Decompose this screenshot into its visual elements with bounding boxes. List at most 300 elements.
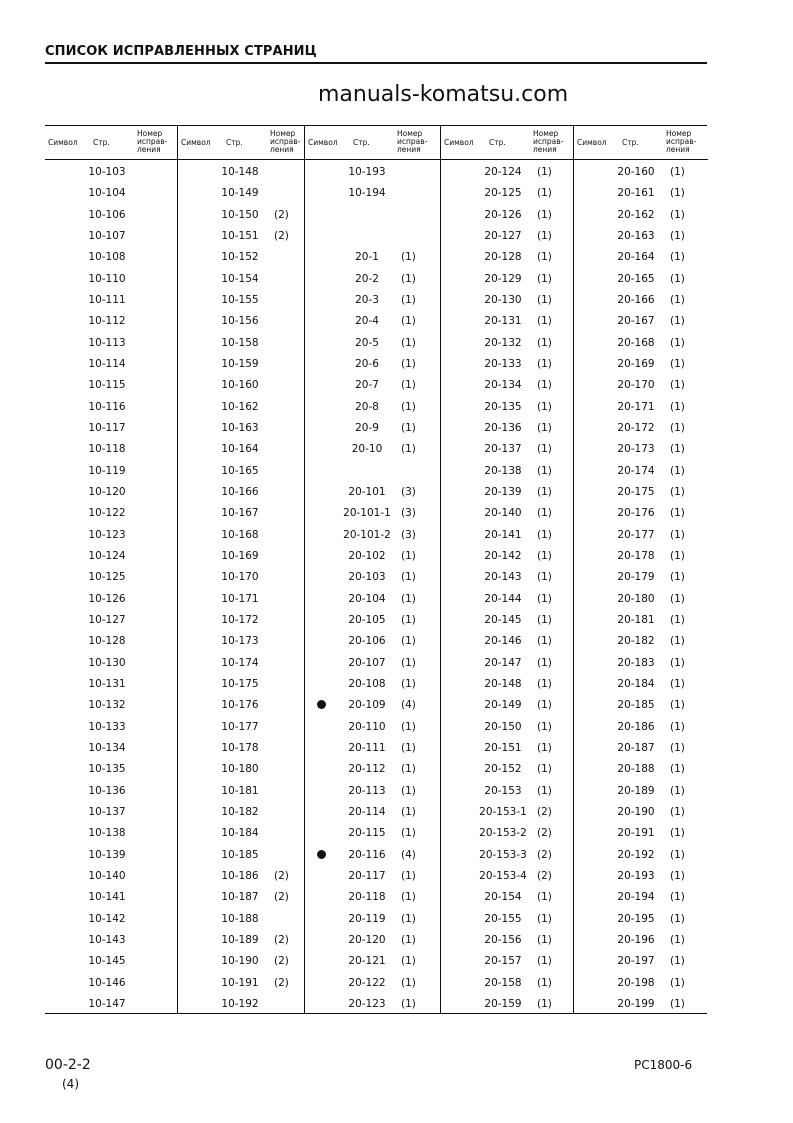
revision-cell: (1) (670, 976, 685, 989)
revision-cell: (1) (537, 336, 552, 349)
page-cell: 10-128 (88, 635, 126, 648)
table-row (305, 227, 441, 248)
table-row (441, 248, 574, 269)
page-cell: 20-121 (348, 955, 386, 968)
revision-cell: (1) (401, 251, 416, 264)
table-row (441, 462, 574, 483)
page-cell: 20-1 (355, 251, 379, 264)
table-row (305, 824, 441, 845)
table-row (178, 675, 305, 696)
revision-cell: (1) (670, 933, 685, 946)
page-cell: 10-126 (88, 592, 126, 605)
table-row (574, 696, 708, 717)
revision-cell: (1) (670, 997, 685, 1010)
revision-cell: (1) (670, 357, 685, 370)
page-cell: 20-159 (484, 997, 522, 1010)
revision-cell: (1) (401, 635, 416, 648)
page-cell: 20-193 (617, 869, 655, 882)
revision-cell: (1) (401, 293, 416, 306)
table-row (305, 888, 441, 909)
page-cell: 10-190 (221, 955, 259, 968)
revision-cell: (1) (537, 635, 552, 648)
page-cell: 10-104 (88, 187, 126, 200)
table-row (305, 654, 441, 675)
revision-cell: (1) (401, 933, 416, 946)
table-header (178, 126, 305, 160)
table-row (45, 163, 177, 184)
page-cell: 10-114 (88, 357, 126, 370)
revision-cell: (1) (537, 741, 552, 754)
page-cell: 20-10 (351, 443, 383, 456)
footer-page-number: 00-2-2 (45, 1057, 91, 1073)
page-cell: 20-133 (484, 357, 522, 370)
page-cell: 20-141 (484, 528, 522, 541)
table-row (305, 803, 441, 824)
revision-cell: (1) (537, 997, 552, 1010)
title-divider (45, 62, 707, 64)
page-cell: 20-153 (484, 784, 522, 797)
page-cell: 10-115 (88, 379, 126, 392)
table-row (45, 632, 177, 653)
page-cell: 20-111 (348, 741, 386, 754)
table-row (305, 483, 441, 504)
page-cell: 20-173 (617, 443, 655, 456)
revision-cell: (1) (537, 272, 552, 285)
table-row (574, 483, 708, 504)
table-row (305, 398, 441, 419)
table-row (178, 568, 305, 589)
revision-cell: (1) (537, 528, 552, 541)
revision-cell: (2) (274, 869, 289, 882)
page-cell: 10-130 (88, 656, 126, 669)
table-row (305, 760, 441, 781)
table-row (45, 846, 177, 867)
table-row (305, 462, 441, 483)
page-cell: 20-128 (484, 251, 522, 264)
table-row (441, 782, 574, 803)
table-row (178, 718, 305, 739)
table-row (441, 760, 574, 781)
page-cell: 20-198 (617, 976, 655, 989)
page-cell: 20-116 (348, 848, 386, 861)
page-cell: 10-160 (221, 379, 259, 392)
table-row (45, 611, 177, 632)
revision-cell: (2) (537, 827, 552, 840)
table-row (178, 803, 305, 824)
revision-cell: (1) (670, 315, 685, 328)
page-cell: 10-181 (221, 784, 259, 797)
table-row (45, 440, 177, 461)
revision-cell: (1) (401, 955, 416, 968)
revision-cell: (1) (670, 464, 685, 477)
revision-cell: (1) (537, 208, 552, 221)
table-row (45, 248, 177, 269)
table-row (441, 334, 574, 355)
page-cell: 20-195 (617, 912, 655, 925)
table-row (178, 632, 305, 653)
page-cell: 20-190 (617, 805, 655, 818)
revision-cell: (1) (537, 507, 552, 520)
table-row (441, 398, 574, 419)
page-cell: 10-116 (88, 400, 126, 413)
page-cell: 10-159 (221, 357, 259, 370)
table-row (178, 291, 305, 312)
table-row (574, 974, 708, 995)
page-cell: 20-155 (484, 912, 522, 925)
table-row (305, 419, 441, 440)
table-row (45, 931, 177, 952)
page-cell: 10-173 (221, 635, 259, 648)
page-cell: 10-169 (221, 549, 259, 562)
revision-cell: (1) (401, 827, 416, 840)
page-cell: 10-186 (221, 869, 259, 882)
table-row (178, 440, 305, 461)
revision-cell: (1) (537, 933, 552, 946)
page-cell: 20-142 (484, 549, 522, 562)
table-row (178, 846, 305, 867)
table-row (178, 739, 305, 760)
page-cell: 10-162 (221, 400, 259, 413)
page-cell: 10-187 (221, 891, 259, 904)
page-cell: 20-112 (348, 763, 386, 776)
table-row (45, 675, 177, 696)
table-row (574, 334, 708, 355)
revision-cell: (1) (401, 891, 416, 904)
page-cell: 20-5 (355, 336, 379, 349)
revision-cell: (3) (401, 485, 416, 498)
header-symbol: Символ (48, 138, 78, 147)
table-row (45, 888, 177, 909)
page-cell: 10-135 (88, 763, 126, 776)
revised-pages-table (45, 125, 707, 1014)
table-row (441, 568, 574, 589)
page-title: СПИСОК ИСПРАВЛЕННЫХ СТРАНИЦ (45, 44, 317, 59)
table-row (305, 718, 441, 739)
table-row (441, 654, 574, 675)
table-row (441, 803, 574, 824)
table-row (178, 376, 305, 397)
page-cell: 20-197 (617, 955, 655, 968)
page-cell: 10-111 (88, 293, 126, 306)
table-row (45, 547, 177, 568)
page-cell: 20-4 (355, 315, 379, 328)
revision-cell: (2) (537, 848, 552, 861)
table-row (305, 867, 441, 888)
table-row (574, 760, 708, 781)
revision-cell: (1) (401, 805, 416, 818)
header-symbol: Символ (577, 138, 607, 147)
page-cell: 20-115 (348, 827, 386, 840)
page-cell: 10-156 (221, 315, 259, 328)
header-revision: Номер исправ-ления (270, 129, 301, 154)
page-cell: 10-180 (221, 763, 259, 776)
revision-cell: (1) (670, 848, 685, 861)
table-row (574, 248, 708, 269)
page-cell: 20-179 (617, 571, 655, 584)
table-row (441, 590, 574, 611)
page-cell: 20-199 (617, 997, 655, 1010)
table-row (441, 355, 574, 376)
page-cell: 20-152 (484, 763, 522, 776)
table-row (574, 867, 708, 888)
page-cell: 10-132 (88, 699, 126, 712)
revision-cell: (1) (537, 656, 552, 669)
revision-cell: (2) (274, 891, 289, 904)
table-row (305, 995, 441, 1016)
page-cell: 20-172 (617, 421, 655, 434)
footer-revision: (4) (62, 1077, 79, 1091)
revision-cell: (1) (670, 485, 685, 498)
page-cell: 10-106 (88, 208, 126, 221)
page-cell: 20-129 (484, 272, 522, 285)
revision-cell: (1) (537, 891, 552, 904)
revision-cell: (1) (401, 400, 416, 413)
page-cell: 10-182 (221, 805, 259, 818)
revision-cell: (1) (670, 677, 685, 690)
table-row (441, 974, 574, 995)
page-cell: 20-166 (617, 293, 655, 306)
table-row (45, 824, 177, 845)
page-cell: 20-105 (348, 613, 386, 626)
page-cell: 10-112 (88, 315, 126, 328)
revision-cell: (1) (537, 955, 552, 968)
table-row (441, 227, 574, 248)
page-cell: 10-152 (221, 251, 259, 264)
table-row (178, 590, 305, 611)
page-cell: 20-6 (355, 357, 379, 370)
revision-cell: (1) (537, 592, 552, 605)
revision-cell: (2) (274, 208, 289, 221)
page-cell: 10-145 (88, 955, 126, 968)
table-row (574, 376, 708, 397)
revision-cell: (1) (670, 229, 685, 242)
revision-cell: (1) (670, 613, 685, 626)
page-cell: 10-118 (88, 443, 126, 456)
table-row (574, 206, 708, 227)
table-row (305, 931, 441, 952)
table-row (305, 846, 441, 867)
table-row (574, 590, 708, 611)
revision-cell: (1) (537, 677, 552, 690)
page-cell: 10-175 (221, 677, 259, 690)
page-cell: 10-143 (88, 933, 126, 946)
page-cell: 20-114 (348, 805, 386, 818)
table-row (441, 824, 574, 845)
column-group-2 (177, 126, 305, 1013)
page-cell: 20-194 (617, 891, 655, 904)
page-cell: 20-3 (355, 293, 379, 306)
revision-cell: (1) (670, 741, 685, 754)
revision-cell: (1) (537, 187, 552, 200)
column-group-5 (573, 126, 708, 1013)
column-group-3 (304, 126, 441, 1013)
table-row (178, 504, 305, 525)
table-row (178, 526, 305, 547)
table-row (178, 184, 305, 205)
table-row (178, 270, 305, 291)
revision-cell: (1) (670, 507, 685, 520)
page-cell: 20-163 (617, 229, 655, 242)
table-row (45, 184, 177, 205)
table-row (441, 312, 574, 333)
page-cell: 10-178 (221, 741, 259, 754)
header-page: Стр. (489, 138, 506, 147)
table-row (45, 291, 177, 312)
page-cell: 10-168 (221, 528, 259, 541)
revision-cell: (1) (401, 741, 416, 754)
page-cell: 10-117 (88, 421, 126, 434)
page-cell: 10-103 (88, 166, 126, 178)
table-header (305, 126, 441, 160)
revision-cell: (1) (670, 955, 685, 968)
table-row (178, 974, 305, 995)
page-cell: 20-122 (348, 976, 386, 989)
page-cell: 20-148 (484, 677, 522, 690)
table-row (441, 504, 574, 525)
revision-cell: (1) (537, 293, 552, 306)
page-cell: 10-148 (221, 166, 259, 178)
page-cell: 20-170 (617, 379, 655, 392)
revision-cell: (1) (670, 720, 685, 733)
page-cell: 20-108 (348, 677, 386, 690)
column-group-1 (45, 126, 177, 1013)
table-row (305, 334, 441, 355)
revision-cell: (1) (670, 699, 685, 712)
page-cell: 20-135 (484, 400, 522, 413)
page-cell: 10-189 (221, 933, 259, 946)
table-row (305, 376, 441, 397)
page-cell: 20-187 (617, 741, 655, 754)
table-row (574, 568, 708, 589)
page-cell: 20-180 (617, 592, 655, 605)
page-cell: 20-132 (484, 336, 522, 349)
table-header (441, 126, 574, 160)
page-cell: 10-140 (88, 869, 126, 882)
page-cell: 10-184 (221, 827, 259, 840)
table-row (178, 654, 305, 675)
page-cell: 10-194 (348, 187, 386, 200)
page-cell: 10-146 (88, 976, 126, 989)
table-row (574, 782, 708, 803)
revision-cell: (1) (670, 421, 685, 434)
revision-cell: (2) (274, 955, 289, 968)
revision-cell: (1) (537, 571, 552, 584)
page-cell: 20-110 (348, 720, 386, 733)
page-cell: 20-118 (348, 891, 386, 904)
revision-cell: (1) (670, 763, 685, 776)
revision-cell: (1) (401, 443, 416, 456)
page-cell: 20-153-3 (479, 848, 527, 861)
table-row (45, 504, 177, 525)
page-cell: 10-125 (88, 571, 126, 584)
page-cell: 20-174 (617, 464, 655, 477)
header-page: Стр. (93, 138, 110, 147)
page-cell: 10-193 (348, 166, 386, 178)
table-row (574, 803, 708, 824)
page-cell: 10-185 (221, 848, 259, 861)
table-row (45, 376, 177, 397)
table-row (574, 312, 708, 333)
page-cell: 20-184 (617, 677, 655, 690)
table-row (441, 910, 574, 931)
table-row (45, 227, 177, 248)
revision-cell: (1) (401, 720, 416, 733)
page-cell: 20-154 (484, 891, 522, 904)
table-row (441, 526, 574, 547)
table-row (574, 270, 708, 291)
page-cell: 20-156 (484, 933, 522, 946)
page-cell: 10-192 (221, 997, 259, 1010)
page-cell: 10-147 (88, 997, 126, 1010)
page-cell: 20-123 (348, 997, 386, 1010)
table-row (45, 696, 177, 717)
table-row (45, 867, 177, 888)
table-row (305, 952, 441, 973)
page-cell: 20-153-2 (479, 827, 527, 840)
table-row (441, 846, 574, 867)
table-row (45, 270, 177, 291)
table-row (45, 398, 177, 419)
revision-cell: (2) (274, 229, 289, 242)
page-cell: 20-134 (484, 379, 522, 392)
table-row (45, 782, 177, 803)
footer-model: PC1800-6 (634, 1058, 693, 1072)
table-row (178, 483, 305, 504)
page-cell: 20-117 (348, 869, 386, 882)
page-cell: 20-189 (617, 784, 655, 797)
page-cell: 20-186 (617, 720, 655, 733)
revision-cell: (1) (401, 272, 416, 285)
page-cell: 20-103 (348, 571, 386, 584)
table-row (574, 739, 708, 760)
revision-cell: (1) (670, 293, 685, 306)
revision-cell: (1) (401, 656, 416, 669)
page-cell: 10-122 (88, 507, 126, 520)
table-row (305, 526, 441, 547)
page-cell: 10-151 (221, 229, 259, 242)
table-row (305, 632, 441, 653)
revision-cell: (1) (670, 912, 685, 925)
table-row (441, 952, 574, 973)
page-cell: 20-176 (617, 507, 655, 520)
page-cell: 10-131 (88, 677, 126, 690)
page-cell: 20-188 (617, 763, 655, 776)
page-cell: 20-137 (484, 443, 522, 456)
table-row (441, 270, 574, 291)
table-row (574, 846, 708, 867)
table-row (178, 952, 305, 973)
page-cell: 10-113 (88, 336, 126, 349)
revision-cell: (1) (401, 613, 416, 626)
table-row (574, 440, 708, 461)
page-cell: 10-172 (221, 613, 259, 626)
revision-cell: (2) (537, 869, 552, 882)
table-row (45, 739, 177, 760)
revision-cell: (1) (537, 229, 552, 242)
page-cell: 20-147 (484, 656, 522, 669)
page-cell: 20-157 (484, 955, 522, 968)
table-row (178, 248, 305, 269)
revision-cell: (1) (401, 869, 416, 882)
page-cell: 10-177 (221, 720, 259, 733)
page-cell: 20-136 (484, 421, 522, 434)
table-row (305, 355, 441, 376)
revision-cell: (1) (401, 677, 416, 690)
revision-cell: (1) (670, 251, 685, 264)
header-page: Стр. (622, 138, 639, 147)
page-cell: 20-153-4 (479, 869, 527, 882)
page-cell: 20-7 (355, 379, 379, 392)
